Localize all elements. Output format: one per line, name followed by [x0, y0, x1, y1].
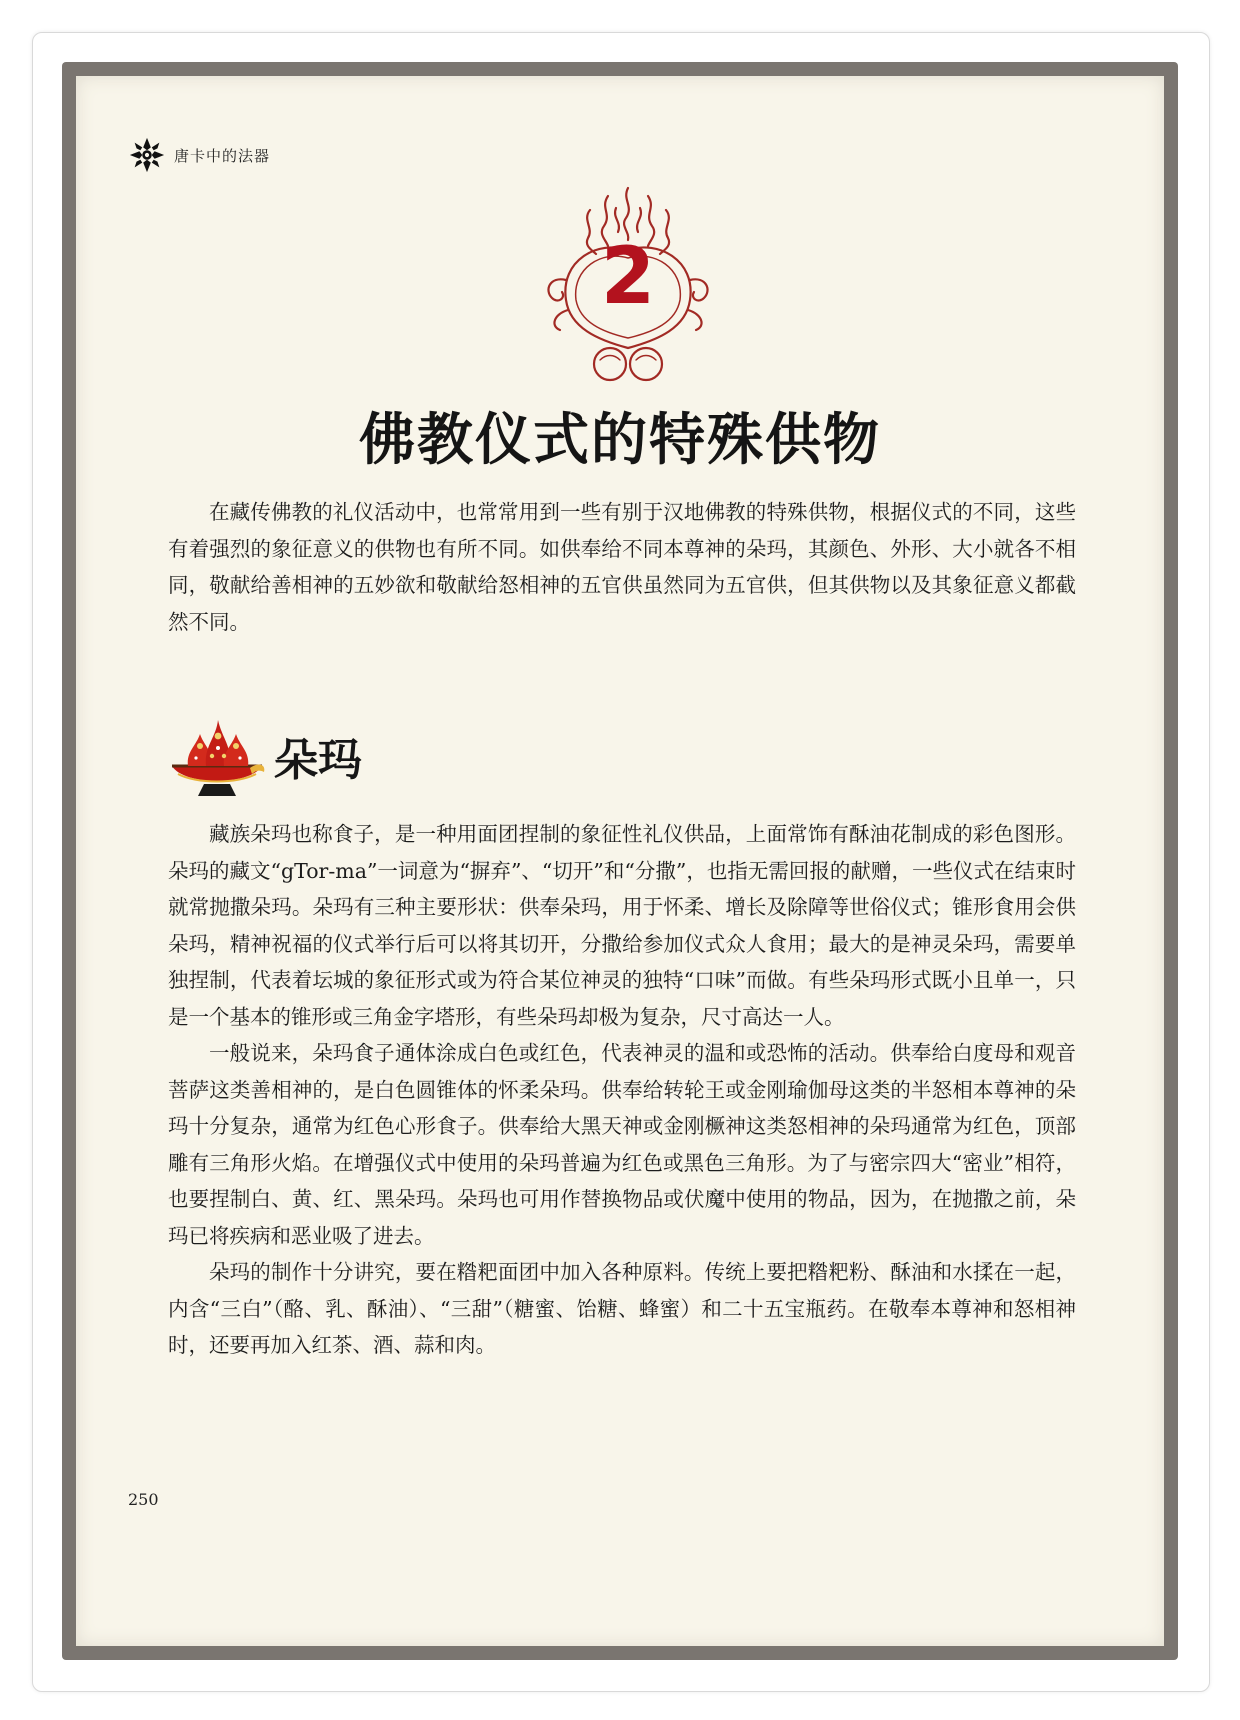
- section-heading: [166, 712, 362, 800]
- chapter-title: 佛教仪式的特殊供物: [359, 408, 881, 473]
- page-number: 250: [128, 1490, 159, 1509]
- body-paragraph: 一般说来，朵玛食子通体涂成白色或红色，代表神灵的温和或恐怖的活动。供奉给白度母和观音菩萨这类善相神的，是白色圆锥体的怀柔朵玛。供奉给转轮王或金刚瑜伽母这类的半怒相本尊神的朵玛十分复杂，通常为红色心形食子。供奉给大黑天神或金刚橛神这类怒相神的朵玛通常为红色，顶部雕有三角形火焰。在增强仪式中使用的朵玛普遍为红色或黑色三角形。为了与密宗四大“密业”相符，也要捏制白、黄、红、黑朵玛。朵玛也可用作替换物品或伏魔中使用的物品，因为，在抛撒之前，朵玛已将疾病和恶业吸了进去。: [168, 1041, 1076, 1248]
- torma-offering-icon: [166, 712, 268, 800]
- running-header-text: 唐卡中的法器: [174, 146, 271, 165]
- section-body: [168, 816, 1076, 1364]
- body-paragraph: 朵玛的制作十分讲究，要在糌粑面团中加入各种原料。传统上要把糌粑粉、酥油和水揉在一起，内含“三白”（酪、乳、酥油）、“三甜”（糖蜜、饴糖、蜂蜜）和二十五宝瓶药。在敬奉本尊神和怒相神时，还要再加入红茶、酒、蒜和肉。: [168, 1260, 1076, 1357]
- body-paragraph: 藏族朵玛也称食子，是一种用面团捏制的象征性礼仪供品，上面常饰有酥油花制成的彩色图形。朵玛的藏文“gTor-ma”一词意为“摒弃”、“切开”和“分撒”，也指无需回报的献赠，一些仪式在结束时就常抛撒朵玛。朵玛有三种主要形状：供奉朵玛，用于怀柔、增长及除障等世俗仪式；锥形食用会供朵玛，精神祝福的仪式举行后可以将其切开，分撒给参加仪式众人食用；最大的是神灵朵玛，需要单独捏制，代表着坛城的象征形式或为符合某位神灵的独特“口味”而做。有些朵玛形式既小且单一，只是一个基本的锥形或三角金字塔形，有些朵玛却极为复杂，尺寸高达一人。: [168, 822, 1076, 1029]
- vajra-ornament-icon: [128, 136, 166, 174]
- intro-paragraph: 在藏传佛教的礼仪活动中，也常常用到一些有别于汉地佛教的特殊供物，根据仪式的不同，这些有着强烈的象征意义的供物也有所不同。如供奉给不同本尊神的朵玛，其颜色、外形、大小就各不相同，敬献给善相神的五妙欲和敬献给怒相神的五官供虽然同为五官供，但其供物以及其象征意义都截然不同。: [168, 500, 1076, 634]
- chapter-number: 2: [600, 232, 656, 322]
- book-page: [76, 76, 1164, 1646]
- running-header: [128, 136, 270, 174]
- section-heading-text: 朵玛: [274, 735, 362, 786]
